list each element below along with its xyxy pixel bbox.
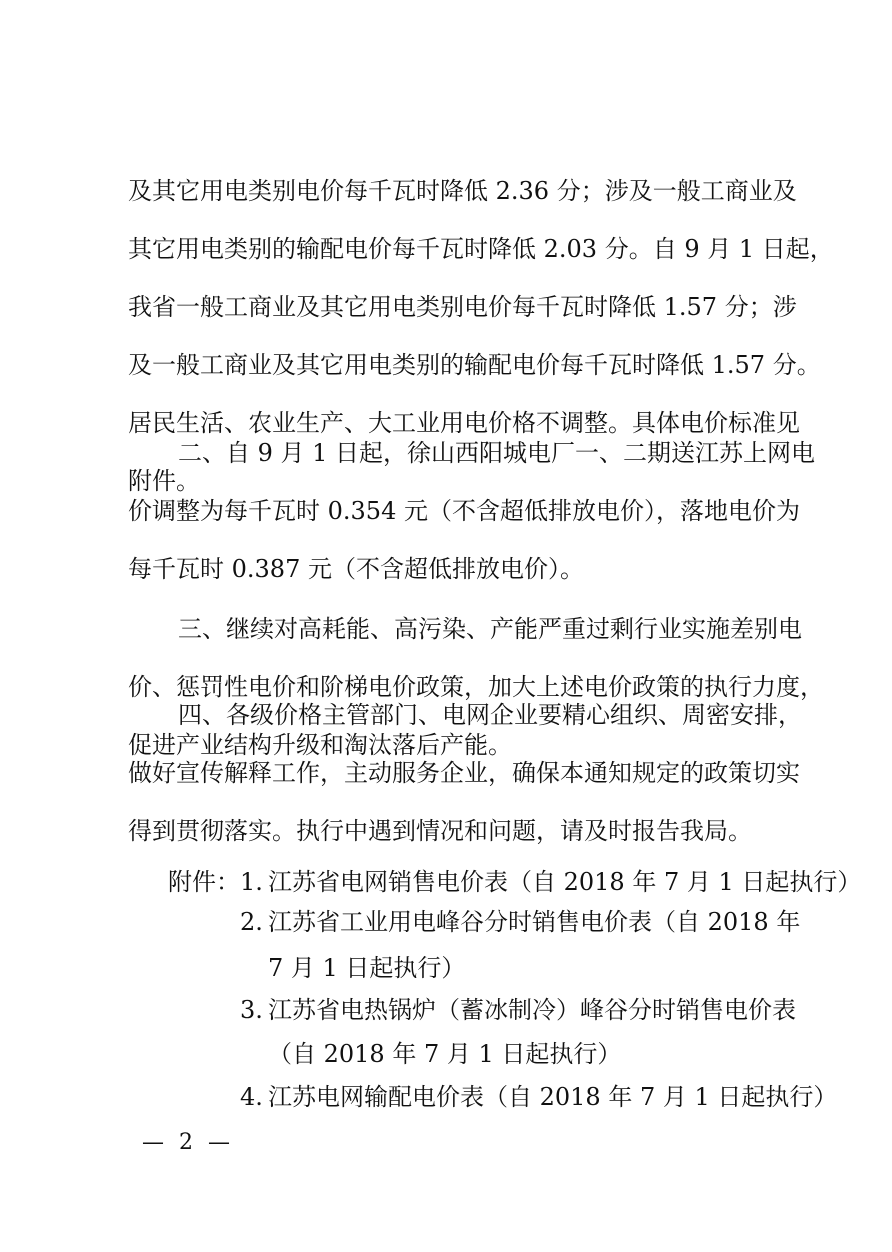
text-line: 得到贯彻落实。执行中遇到情况和问题，请及时报告我局。 [128, 817, 752, 845]
text-line: 附件。 [128, 467, 200, 495]
text-line: 价、惩罚性电价和阶梯电价政策，加大上述电价政策的执行力度， [128, 673, 824, 701]
text-line: 做好宣传解释工作，主动服务企业，确保本通知规定的政策切实 [128, 759, 800, 787]
attachment-title: 江苏省工业用电峰谷分时销售电价表（自 2018 年 [268, 908, 801, 936]
attachment-title: 江苏省电热锅炉（蓄冰制冷）峰谷分时销售电价表 [268, 996, 796, 1024]
attachment-number: 4. [240, 1083, 263, 1111]
text-line: 促进产业结构升级和淘汰落后产能。 [128, 731, 512, 759]
attachment-number: 2. [240, 908, 263, 936]
attachment-title-cont: 7 月 1 日起执行） [268, 954, 466, 982]
text-line: 及一般工商业及其它用电类别的输配电价每千瓦时降低 1.57 分。 [128, 351, 821, 379]
attachment-number: 3. [240, 996, 263, 1024]
attachment-title: 江苏电网输配电价表（自 2018 年 7 月 1 日起执行） [268, 1083, 838, 1111]
text-line: 价调整为每千瓦时 0.354 元（不含超低排放电价），落地电价为 [128, 497, 800, 525]
text-line: 及其它用电类别电价每千瓦时降低 2.36 分；涉及一般工商业及 [128, 177, 797, 205]
text-line: 每千瓦时 0.387 元（不含超低排放电价）。 [128, 555, 584, 583]
text-line: 三、继续对高耗能、高污染、产能严重过剩行业实施差别电 [178, 615, 802, 643]
text-line: 居民生活、农业生产、大工业用电价格不调整。具体电价标准见 [128, 409, 800, 437]
page-number: — 2 — [142, 1130, 234, 1155]
attachments-label: 附件： [168, 868, 240, 896]
text-line: 我省一般工商业及其它用电类别电价每千瓦时降低 1.57 分；涉 [128, 293, 797, 321]
text-line: 其它用电类别的输配电价每千瓦时降低 2.03 分。自 9 月 1 日起， [128, 235, 834, 263]
text-line: 四、各级价格主管部门、电网企业要精心组织、周密安排， [178, 701, 802, 729]
attachment-title: 江苏省电网销售电价表（自 2018 年 7 月 1 日起执行） [268, 868, 862, 896]
attachment-number: 1. [240, 868, 263, 896]
attachment-title-cont: （自 2018 年 7 月 1 日起执行） [268, 1040, 622, 1068]
paragraph-item-4 [128, 686, 802, 860]
paragraph-item-2 [128, 424, 816, 598]
text-line: 二、自 9 月 1 日起，徐山西阳城电厂一、二期送江苏上网电 [178, 439, 816, 467]
